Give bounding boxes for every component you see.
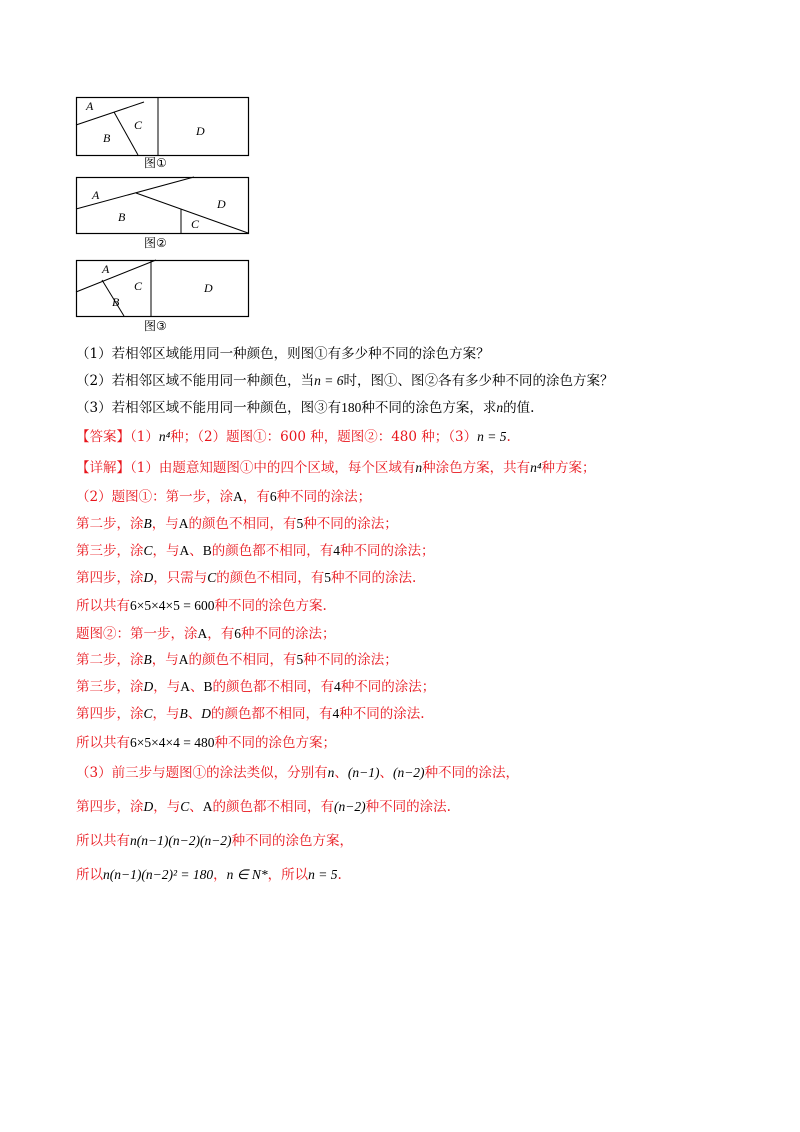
text: 种不同的涂法； xyxy=(303,652,398,668)
math: n(n−1)(n−2)(n−2) xyxy=(130,833,232,848)
math: C xyxy=(143,706,153,721)
label-d: D xyxy=(204,281,213,295)
math: B xyxy=(179,706,188,721)
text: ，有 xyxy=(207,626,235,642)
math: D xyxy=(143,679,154,694)
text: 第四步，涂 xyxy=(76,570,144,586)
figure-2-diagram xyxy=(76,177,250,235)
detail-line-6 xyxy=(76,597,327,615)
text: 种不同的涂色方案； xyxy=(214,735,336,751)
text: 种不同的涂法. xyxy=(365,799,451,815)
text: 种方案； xyxy=(541,460,596,476)
math: (n−2) xyxy=(392,765,425,780)
detail-line-8 xyxy=(76,651,398,669)
answer-part-3: . xyxy=(506,429,511,445)
figure-2 xyxy=(76,177,250,251)
detail-line-3 xyxy=(76,515,398,533)
answer-tag: 【答案】 xyxy=(76,429,130,445)
label-c: C xyxy=(191,217,200,231)
math: (n−1) xyxy=(347,765,380,780)
text: 、 xyxy=(190,679,204,695)
math: B xyxy=(143,516,152,531)
math: D xyxy=(143,570,154,585)
label-d: D xyxy=(196,124,205,138)
text: 的颜色不相同，有 xyxy=(188,652,297,668)
math: B xyxy=(203,679,213,694)
answer-line xyxy=(76,428,511,446)
text: 、 xyxy=(189,543,203,559)
text: 、 xyxy=(334,765,348,781)
question-3-text-b: 种不同的涂色方案，求 xyxy=(361,400,497,416)
text: ，有 xyxy=(242,489,270,505)
question-3 xyxy=(76,399,534,417)
answer-math-2: n = 5 xyxy=(477,429,507,444)
math: n ∈ N* xyxy=(226,867,268,882)
math: (n−2) xyxy=(334,799,366,814)
detail-line-4 xyxy=(76,542,435,560)
math: B xyxy=(202,543,212,558)
question-2-math: n = 6 xyxy=(314,373,344,388)
text: 所以共有 xyxy=(76,833,130,849)
text: ，与 xyxy=(153,679,181,695)
text: ，所以 xyxy=(267,867,309,883)
text: 第二步，涂 xyxy=(76,652,144,668)
math: 6 xyxy=(269,489,277,504)
text: 种不同的涂色方案. xyxy=(214,598,327,614)
question-3-var: n xyxy=(496,400,504,415)
figure-3-caption: 图③ xyxy=(144,319,167,333)
text: 、 xyxy=(189,799,203,815)
math: 5 xyxy=(324,570,332,585)
text: （3）前三步与题图①的涂法类似，分别有 xyxy=(76,765,328,781)
text: 种不同的涂法； xyxy=(276,489,372,505)
math: C xyxy=(143,543,153,558)
question-3-text-c: 的值. xyxy=(503,400,535,416)
math: n xyxy=(415,460,423,475)
detail-line-15 xyxy=(76,866,342,884)
question-2-text-b: 时，图①、图②各有多少种不同的涂色方案？ xyxy=(343,373,614,389)
text: （1）由题意知题图①中的四个区域，每个区域有 xyxy=(130,460,416,476)
math: A xyxy=(233,489,243,504)
detail-line-14 xyxy=(76,832,353,850)
text: 所以共有 xyxy=(76,598,130,614)
text: 种不同的涂法. xyxy=(339,706,425,722)
label-a: A xyxy=(86,99,94,113)
detail-line-10 xyxy=(76,705,425,723)
detail-line-11 xyxy=(76,734,336,752)
math: 4 xyxy=(334,679,341,694)
text: 种不同的涂法； xyxy=(340,543,435,559)
text: ，与 xyxy=(152,543,180,559)
text: （2）题图①：第一步，涂 xyxy=(76,489,234,505)
figure-3 xyxy=(76,260,250,332)
question-3-math: 180 xyxy=(341,400,362,415)
math: 6×5×4×4 = 480 xyxy=(130,735,215,750)
text: 的颜色都不相同，有 xyxy=(212,679,335,695)
text: ，与 xyxy=(151,516,179,532)
text: 种不同的涂法. xyxy=(331,570,417,586)
math: B xyxy=(143,652,152,667)
text: 种不同的涂法； xyxy=(340,679,436,695)
detail-line-12 xyxy=(76,764,519,782)
label-b: B xyxy=(112,295,120,309)
math: A xyxy=(178,652,189,667)
text: 、 xyxy=(379,765,393,781)
math: 5 xyxy=(296,652,304,667)
detail-line-2 xyxy=(76,488,371,506)
math: A xyxy=(180,679,190,694)
text: 的颜色不相同，有 xyxy=(216,570,325,586)
math: 6×5×4×5 = 600 xyxy=(130,598,215,613)
question-3-text-a: （3）若相邻区域不能用同一种颜色，图③有 xyxy=(76,400,342,416)
text: ，与 xyxy=(151,652,179,668)
math: 5 xyxy=(296,516,304,531)
question-1-text: （1）若相邻区域能用同一种颜色，则图①有多少种不同的涂色方案？ xyxy=(76,346,490,362)
text: 第三步，涂 xyxy=(76,543,144,559)
figure-2-caption: 图② xyxy=(144,236,167,250)
text: 的颜色都不相同，有 xyxy=(211,543,334,559)
math: 6 xyxy=(234,626,241,641)
label-b: B xyxy=(103,131,111,145)
label-d: D xyxy=(217,197,226,211)
question-1 xyxy=(76,345,490,363)
label-a: A xyxy=(102,262,110,276)
label-b: B xyxy=(118,210,126,224)
math: n⁴ xyxy=(530,460,542,475)
text: 种不同的涂法； xyxy=(303,516,398,532)
detail-line-7 xyxy=(76,625,336,643)
math: n xyxy=(327,765,335,780)
answer-part-2: 种；（2）题图①：600 种，题图②：480 种；（3） xyxy=(170,429,478,445)
text: ，与 xyxy=(152,706,180,722)
text: 、 xyxy=(187,706,202,722)
figure-1-caption: 图① xyxy=(144,156,167,170)
math: 4 xyxy=(333,543,341,558)
label-a: A xyxy=(92,188,100,202)
text: 第二步，涂 xyxy=(76,516,144,532)
math: n(n−1)(n−2)² = 180 xyxy=(103,867,214,882)
math: 4 xyxy=(332,706,340,721)
label-c: C xyxy=(134,279,143,293)
text: 题图②：第一步，涂 xyxy=(76,626,198,642)
math: A xyxy=(202,799,213,814)
text: 种不同的涂法， xyxy=(424,765,520,781)
text: 种涂色方案，共有 xyxy=(422,460,531,476)
detail-line-13 xyxy=(76,798,451,816)
question-2 xyxy=(76,372,613,390)
math: D xyxy=(143,799,154,814)
math: A xyxy=(178,516,189,531)
text: ，与 xyxy=(153,799,181,815)
math: A xyxy=(179,543,190,558)
detail-line-9 xyxy=(76,678,435,696)
text: 第四步，涂 xyxy=(76,706,144,722)
text: 第四步，涂 xyxy=(76,799,144,815)
text: 所以共有 xyxy=(76,735,130,751)
text: 的颜色不相同，有 xyxy=(188,516,297,532)
math: n = 5 xyxy=(308,867,338,882)
text: ，只需与 xyxy=(153,570,208,586)
label-c: C xyxy=(134,118,143,132)
text: 的颜色都不相同，有 xyxy=(212,799,335,815)
math: D xyxy=(201,706,212,721)
question-2-text-a: （2）若相邻区域不能用同一种颜色，当 xyxy=(76,373,315,389)
text: 种不同的涂色方案， xyxy=(231,833,354,849)
text: 种不同的涂法； xyxy=(241,626,336,642)
detail-line-5 xyxy=(76,569,416,587)
detail-tag: 【详解】 xyxy=(76,460,130,476)
math: C xyxy=(207,570,217,585)
figure-1-diagram xyxy=(76,97,250,157)
text: ， xyxy=(213,867,227,883)
detail-line-1 xyxy=(76,459,596,477)
math: C xyxy=(180,799,190,814)
text: . xyxy=(337,867,342,883)
math: A xyxy=(197,626,208,641)
text: 的颜色都不相同，有 xyxy=(211,706,333,722)
answer-math-1: n⁴ xyxy=(158,429,171,444)
answer-part-1: （1） xyxy=(130,429,159,445)
text: 所以 xyxy=(76,867,103,883)
text: 第三步，涂 xyxy=(76,679,144,695)
figure-1 xyxy=(76,97,250,169)
figure-3-diagram xyxy=(76,260,250,318)
